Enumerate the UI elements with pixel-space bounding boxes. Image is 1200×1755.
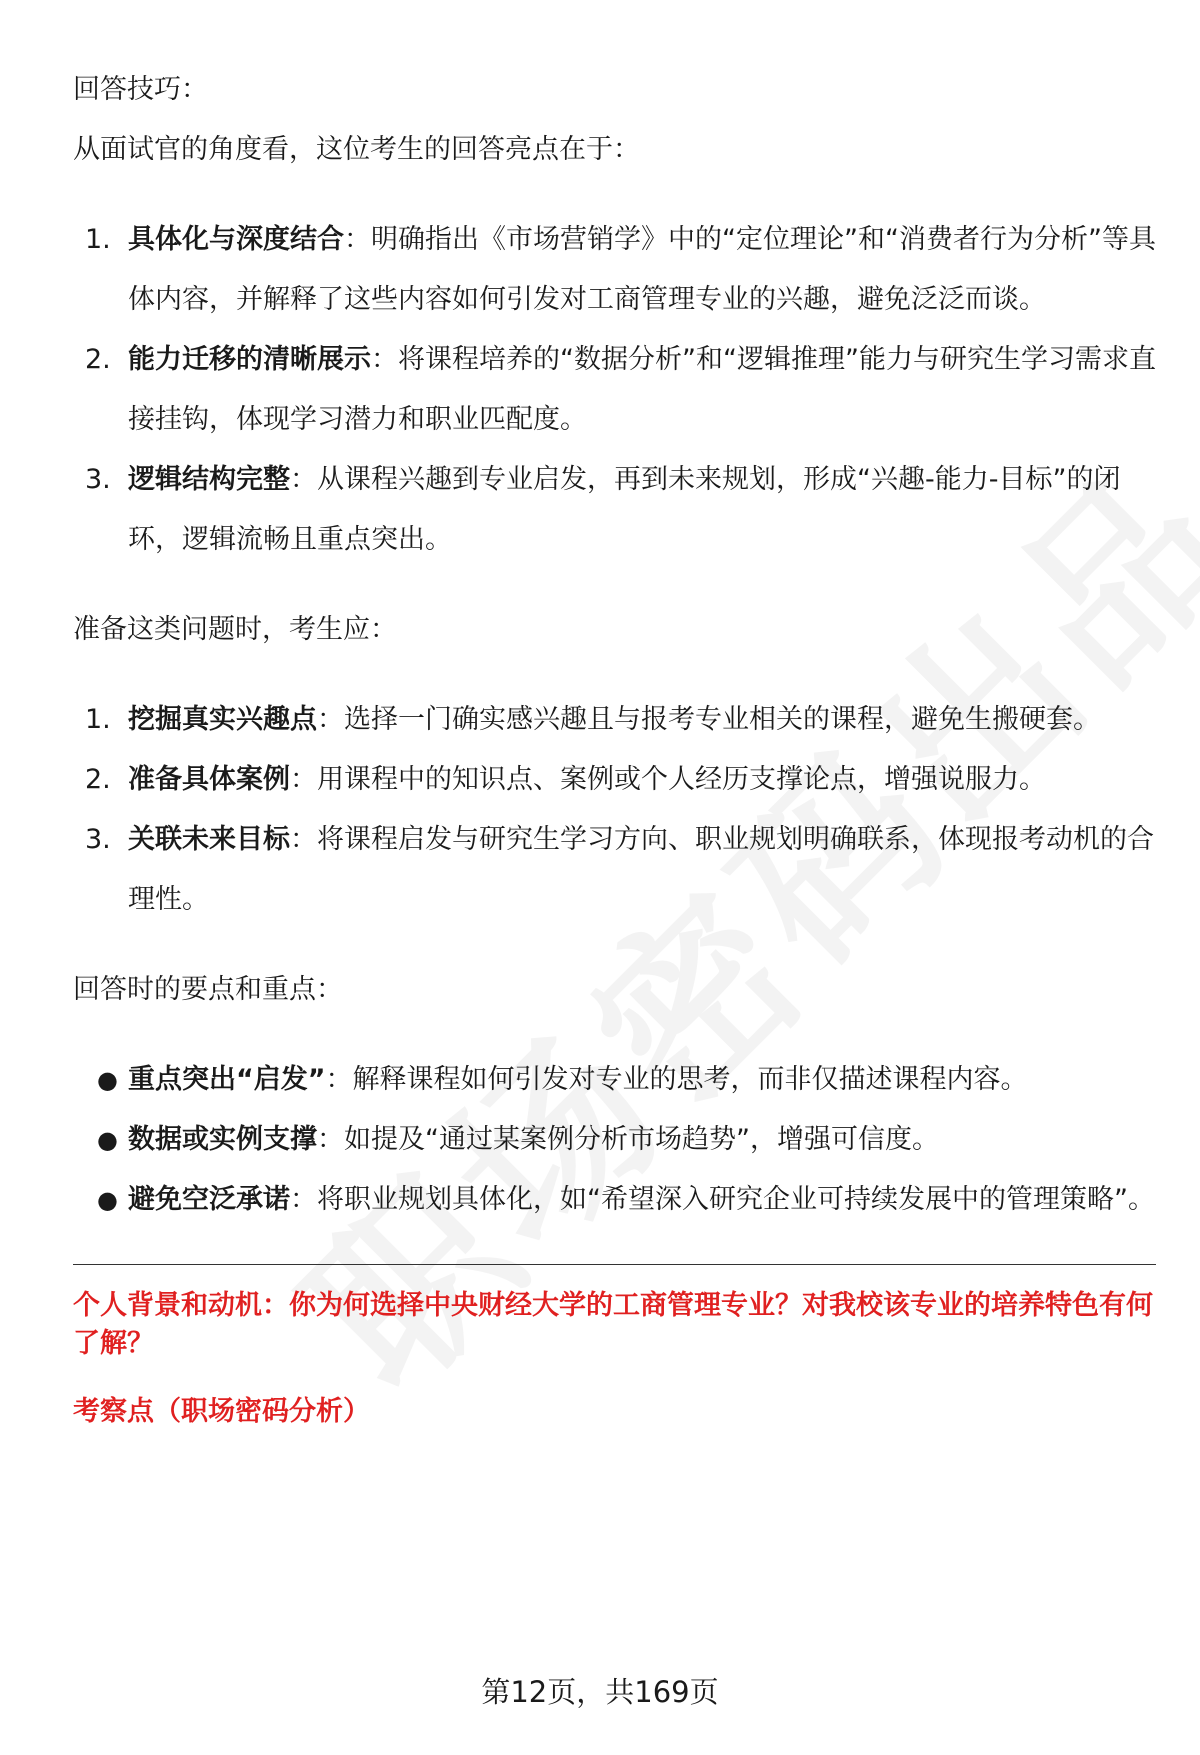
list-item xyxy=(73,750,1158,810)
list-item xyxy=(73,690,1158,750)
list-item-title: 重点突出“启发” xyxy=(128,1064,326,1095)
list-marker: 1. xyxy=(85,704,111,735)
list-item-text: ：将课程培养的“数据分析”和“逻辑推理”能力与研究生学习需求直接挂钩，体现学习潜力和职业匹配度。 xyxy=(128,344,1156,435)
list-marker: 3. xyxy=(85,464,111,495)
list-item-text: ：用课程中的知识点、案例或个人经历支撑论点，增强说服力。 xyxy=(290,764,1046,795)
bullet-marker: ● xyxy=(97,1066,118,1094)
list-item-text: ：将职业规划具体化，如“希望深入研究企业可持续发展中的管理策略”。 xyxy=(290,1184,1155,1215)
list-item-title: 能力迁移的清晰展示 xyxy=(128,344,371,375)
list-item-text: ：将课程启发与研究生学习方向、职业规划明确联系，体现报考动机的合理性。 xyxy=(128,824,1154,915)
list-item-title: 数据或实例支撑 xyxy=(128,1124,317,1155)
section2-list xyxy=(73,690,1158,930)
list-marker: 2. xyxy=(85,764,111,795)
list-item xyxy=(73,330,1158,450)
list-item-title: 具体化与深度结合 xyxy=(128,224,344,255)
section-divider xyxy=(73,1264,1156,1265)
next-question-title: 个人背景和动机：你为何选择中央财经大学的工商管理专业？对我校该专业的培养特色有何了解？ xyxy=(73,1290,1153,1359)
section1-list xyxy=(73,210,1158,570)
list-item xyxy=(73,1110,1158,1170)
list-marker: 3. xyxy=(85,824,111,855)
list-item xyxy=(73,1170,1158,1230)
list-item-title: 关联未来目标 xyxy=(128,824,290,855)
page-number: 第12页，共169页 xyxy=(481,1675,719,1709)
list-item-text: ：解释课程如何引发对专业的思考，而非仅描述课程内容。 xyxy=(325,1064,1028,1095)
list-item-text: ：明确指出《市场营销学》中的“定位理论”和“消费者行为分析”等具体内容，并解释了这些内容如何引发对工商管理专业的兴趣，避免泛泛而谈。 xyxy=(128,224,1156,315)
list-item xyxy=(73,1050,1158,1110)
section1-heading: 回答技巧： xyxy=(73,74,208,105)
list-marker: 1. xyxy=(85,224,111,255)
list-item-title: 逻辑结构完整 xyxy=(128,464,290,495)
list-item-title: 准备具体案例 xyxy=(128,764,290,795)
list-item-title: 挖掘真实兴趣点 xyxy=(128,704,317,735)
list-item xyxy=(73,210,1158,330)
list-item xyxy=(73,450,1158,570)
bullet-marker: ● xyxy=(97,1186,118,1214)
section3-heading: 回答时的要点和重点： xyxy=(73,974,343,1005)
list-marker: 2. xyxy=(85,344,111,375)
document-body xyxy=(73,60,1158,1431)
bullet-marker: ● xyxy=(97,1126,118,1154)
list-item-text: ：选择一门确实感兴趣且与报考专业相关的课程，避免生搬硬套。 xyxy=(317,704,1100,735)
list-item-title: 避免空泛承诺 xyxy=(128,1184,290,1215)
section3-list xyxy=(73,1050,1158,1230)
list-item-text: ：从课程兴趣到专业启发，再到未来规划，形成“兴趣-能力-目标”的闭环，逻辑流畅且重点突出。 xyxy=(128,464,1121,555)
section1-intro: 从面试官的角度看，这位考生的回答亮点在于： xyxy=(73,134,640,165)
next-question-subtitle: 考察点（职场密码分析） xyxy=(73,1396,370,1427)
section2-heading: 准备这类问题时，考生应： xyxy=(73,614,397,645)
list-item-text: ：如提及“通过某案例分析市场趋势”，增强可信度。 xyxy=(317,1124,939,1155)
list-item xyxy=(73,810,1158,930)
